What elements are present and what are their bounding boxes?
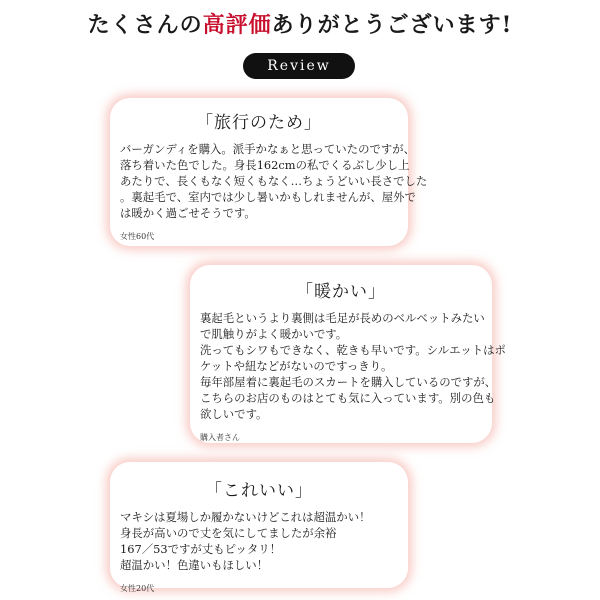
review-body <box>200 310 506 422</box>
review-line: 身長が高いので丈を気にしてましたが余裕 <box>120 526 337 540</box>
review-body <box>120 141 428 221</box>
review-line: 。裏起毛で、室内では少し暑いかもしれませんが、屋外で <box>120 190 416 204</box>
review-line: ケットや紐などがないのですっきり。 <box>200 359 393 373</box>
review-line: 167／53ですが丈もピッタリ！ <box>120 542 282 556</box>
review-line: 欲しいです。 <box>200 407 268 421</box>
review-line: 毎年部屋着に裏起毛のスカートを購入しているのですが、 <box>200 375 497 389</box>
review-label-badge <box>243 53 355 79</box>
review-line: バーガンディを購入。派手かなぁと思っていたのですが、 <box>120 142 416 156</box>
review-card-1 <box>110 98 428 246</box>
review-line: こちらのお店のものはとても気に入っています。別の色も <box>200 391 496 405</box>
review-title: 「これいい」 <box>205 481 313 501</box>
review-line: 落ち着いた色でした。身長162cmの私でくるぶし少し上 <box>120 158 410 172</box>
review-author: 購入者さん <box>200 433 240 442</box>
review-title: 「旅行のため」 <box>196 113 322 133</box>
review-line: マキシは夏場しか履かないけどこれは超温かい！ <box>120 510 371 524</box>
review-title: 「暖かい」 <box>296 282 386 302</box>
review-line: 超温かい！色違いもほしい！ <box>120 558 269 572</box>
review-line: で肌触りがよく暖かいです。 <box>200 327 348 341</box>
page-headline <box>0 8 600 39</box>
review-author: 女性20代 <box>120 584 155 593</box>
review-line: 洗ってもシワもできなく、乾きも早いです。シルエットはポ <box>200 343 506 357</box>
headline-text-after: ありがとうございます! <box>271 12 513 38</box>
review-line: は暖かく過ごせそうです。 <box>120 206 256 220</box>
review-author: 女性60代 <box>120 232 155 241</box>
review-line: あたりで、長くもなく短くもなく…ちょうどいい長さでした <box>120 174 428 188</box>
review-card-3 <box>110 462 408 593</box>
review-label: Review <box>267 58 331 74</box>
headline-accent: 高評価 <box>202 12 272 38</box>
review-body <box>120 509 398 573</box>
headline-text-before: たくさんの <box>87 12 203 38</box>
review-card-2 <box>190 265 506 443</box>
review-line: 裏起毛というより裏側は毛足が長めのベルベットみたい <box>200 311 485 325</box>
